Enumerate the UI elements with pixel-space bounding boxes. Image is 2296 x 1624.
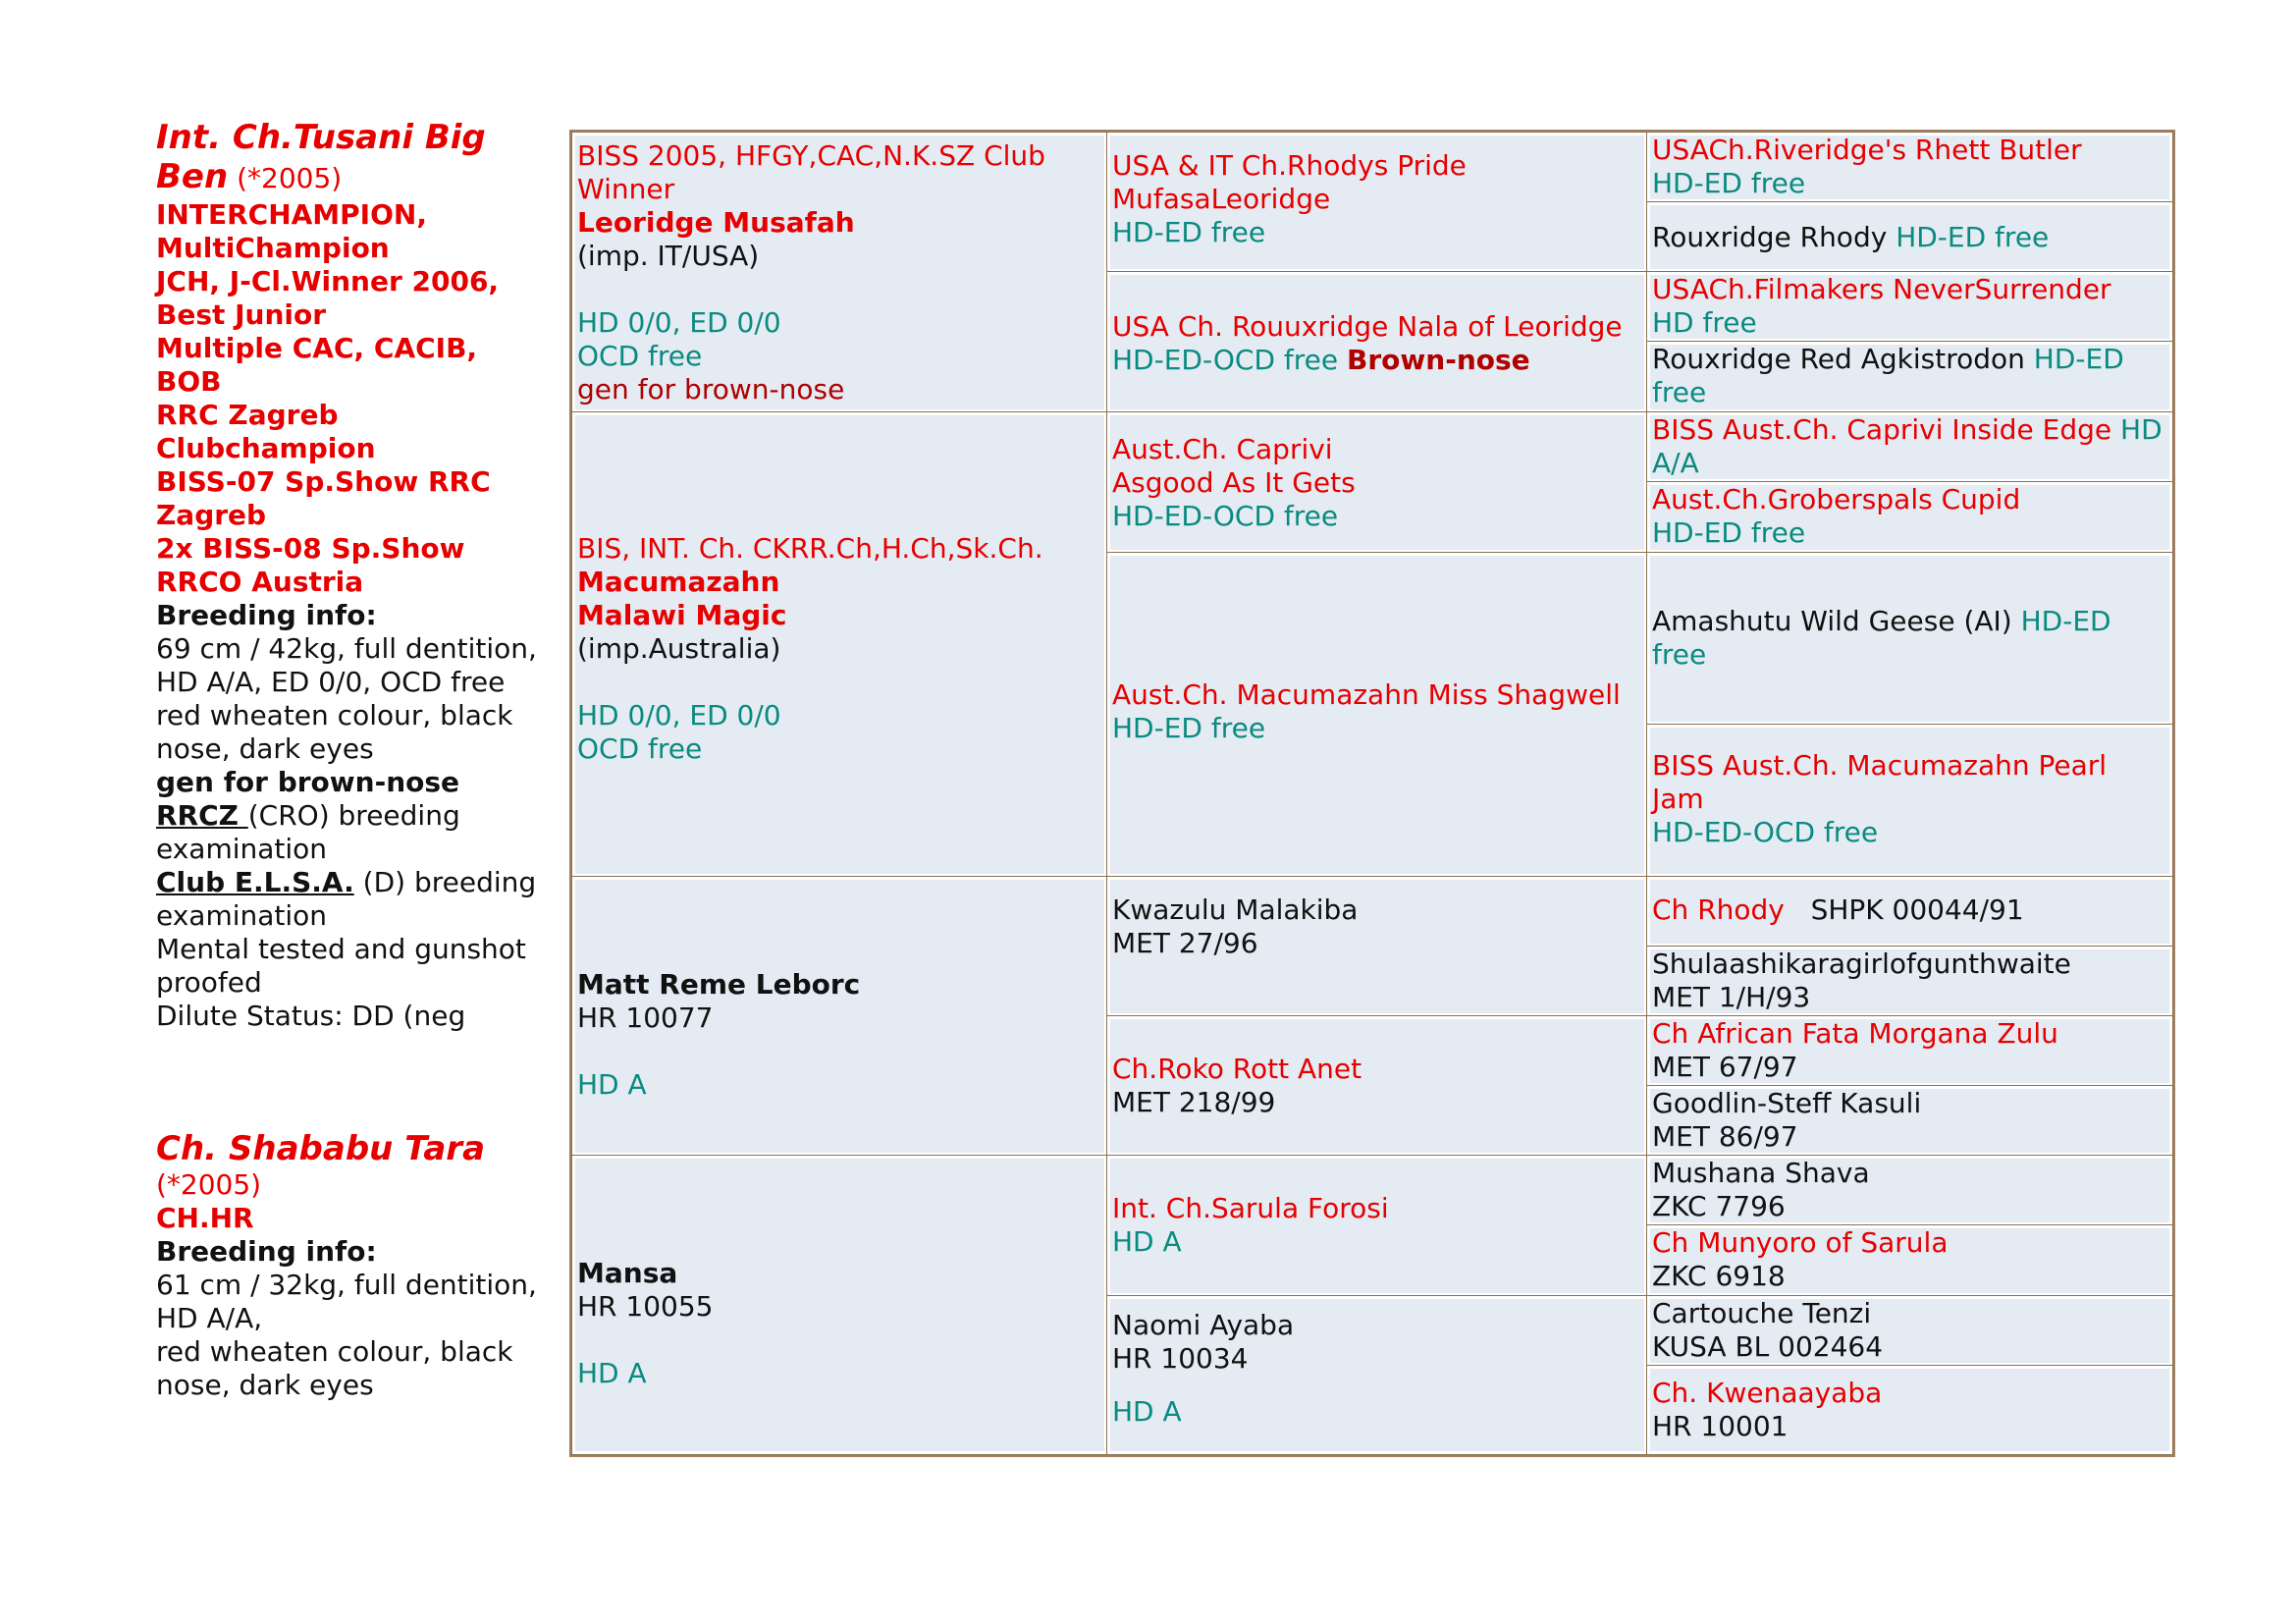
dog-name: Shulaashikaragirlofgunthwaite bbox=[1652, 947, 2071, 980]
sire-info-line: 69 cm / 42kg, full dentition, bbox=[156, 632, 537, 665]
health-result: HD-ED free bbox=[1112, 712, 1266, 744]
pedigree-cell bbox=[1107, 133, 1647, 272]
dog-name: Aust.Ch. Macumazahn Miss Shagwell bbox=[1112, 678, 1621, 711]
sire-title-line: BOB bbox=[156, 365, 222, 398]
pedigree-cell bbox=[1107, 272, 1647, 412]
sire-title-line: RRC Zagreb bbox=[156, 399, 339, 431]
pedigree-cell bbox=[1647, 1225, 2172, 1296]
sire-title: Int. Ch.Tusani Big bbox=[156, 118, 486, 157]
health-result: HD bbox=[2120, 413, 2163, 446]
health-result: HD-ED free bbox=[1652, 516, 1806, 549]
health-result: HD A bbox=[1112, 1395, 1182, 1428]
health-result: HD-ED free bbox=[1112, 216, 1266, 248]
dog-name: USACh.Filmakers NeverSurrender bbox=[1652, 273, 2111, 305]
pedigree-cell bbox=[1107, 1016, 1647, 1156]
sire-mental-line: proofed bbox=[156, 966, 262, 999]
dog-name: Mansa bbox=[577, 1257, 678, 1289]
dog-name: Amashutu Wild Geese (AI) bbox=[1652, 605, 2021, 637]
health-result: HD-ED free bbox=[1896, 221, 2050, 253]
cell-line: HR 10055 bbox=[577, 1290, 714, 1323]
cell-line: (imp.Australia) bbox=[577, 632, 781, 665]
sire-mental-line: Mental tested and gunshot bbox=[156, 933, 526, 965]
sire-mental-line: Dilute Status: DD (neg bbox=[156, 1000, 466, 1032]
rrcz-link: RRCZ bbox=[156, 799, 248, 832]
pedigree-cell bbox=[1647, 1086, 2172, 1156]
dam-breeding-label: Breeding info: bbox=[156, 1235, 377, 1268]
elsa-text: (D) breeding bbox=[353, 866, 537, 898]
dog-name: Matt Reme Leborc bbox=[577, 968, 861, 1001]
pedigree-cell bbox=[1107, 1156, 1647, 1296]
health-result: HD A bbox=[1112, 1225, 1182, 1258]
cell-line: MET 1/H/93 bbox=[1652, 981, 1811, 1013]
sire-title-line: 2x BISS-08 Sp.Show bbox=[156, 532, 465, 565]
dog-name: Jam bbox=[1652, 783, 1704, 815]
cell-line: MET 27/96 bbox=[1112, 927, 1258, 959]
dog-name: Ch Munyoro of Sarula bbox=[1652, 1226, 1949, 1259]
elsa-text-2: examination bbox=[156, 899, 328, 932]
dog-name: Ch.Roko Rott Anet bbox=[1112, 1053, 1362, 1085]
cell-line: ZKC 6918 bbox=[1652, 1260, 1786, 1292]
sire-info bbox=[156, 118, 549, 1033]
dam-title-line: CH.HR bbox=[156, 1202, 254, 1234]
pedigree-cell bbox=[1107, 412, 1647, 553]
dam-info-line: red wheaten colour, black bbox=[156, 1335, 513, 1368]
dam-info-line: HD A/A, bbox=[156, 1302, 263, 1334]
cell-line: MET 86/97 bbox=[1652, 1120, 1798, 1153]
health-result: HD-ED-OCD free bbox=[1112, 344, 1348, 376]
dog-name: Mushana Shava bbox=[1652, 1157, 1870, 1189]
dog-name: Leoridge Musafah bbox=[577, 206, 855, 239]
dog-name: Naomi Ayaba bbox=[1112, 1309, 1295, 1341]
dog-name: Int. Ch.Sarula Forosi bbox=[1112, 1192, 1389, 1224]
pedigree-cell bbox=[1647, 1366, 2172, 1454]
dog-name: USA & IT Ch.Rhodys Pride bbox=[1112, 149, 1467, 182]
dog-name: MufasaLeoridge bbox=[1112, 183, 1331, 215]
dog-name: Rouxridge Rhody bbox=[1652, 221, 1896, 253]
sire-info-line: HD A/A, ED 0/0, OCD free bbox=[156, 666, 506, 698]
pedigree-cell bbox=[1107, 1296, 1647, 1454]
dog-name: Kwazulu Malakiba bbox=[1112, 893, 1359, 926]
pedigree-cell bbox=[1647, 1016, 2172, 1086]
cell-line: Winner bbox=[577, 173, 675, 205]
health-result: HD 0/0, ED 0/0 bbox=[577, 699, 781, 731]
sire-breeding-label: Breeding info: bbox=[156, 599, 377, 631]
health-result: free bbox=[1652, 638, 1707, 671]
dog-name: USACh.Riveridge's Rhett Butler bbox=[1652, 134, 2082, 166]
sire-born: (*2005) bbox=[228, 162, 343, 194]
cell-line: Brown-nose bbox=[1347, 344, 1530, 376]
rrcz-text: (CRO) breeding bbox=[247, 799, 460, 832]
dog-name: BISS Aust.Ch. Caprivi Inside Edge bbox=[1652, 413, 2121, 446]
health-result: HD 0/0, ED 0/0 bbox=[577, 306, 781, 339]
sire-title-2: Ben bbox=[156, 157, 229, 196]
sire-title-line: INTERCHAMPION, bbox=[156, 198, 427, 231]
cell-line: HR 10034 bbox=[1112, 1342, 1249, 1375]
sire-title-line: Clubchampion bbox=[156, 432, 376, 464]
dog-name: BISS Aust.Ch. Macumazahn Pearl bbox=[1652, 749, 2108, 782]
health-result: OCD free bbox=[577, 340, 703, 372]
dog-name: USA Ch. Rouuxridge Nala of Leoridge bbox=[1112, 310, 1623, 343]
health-result: HD A bbox=[577, 1357, 647, 1389]
sire-title-line: Best Junior bbox=[156, 298, 327, 331]
cell-line: SHPK 00044/91 bbox=[1784, 893, 2024, 926]
health-result: HD free bbox=[1652, 306, 1757, 339]
pedigree-cell bbox=[1647, 553, 2172, 725]
cell-line: BISS 2005, HFGY,CAC,N.K.SZ Club bbox=[577, 139, 1045, 172]
cell-line: HR 10001 bbox=[1652, 1410, 1789, 1442]
health-result: HD A bbox=[577, 1068, 647, 1101]
pedigree-cell bbox=[1647, 947, 2172, 1016]
pedigree-cell bbox=[1107, 877, 1647, 1016]
dog-name: Aust.Ch. Caprivi bbox=[1112, 433, 1333, 465]
cell-line: (imp. IT/USA) bbox=[577, 240, 760, 272]
dog-name: Malawi Magic bbox=[577, 599, 787, 631]
health-result: HD-ED free bbox=[1652, 167, 1806, 199]
pedigree-cell bbox=[572, 412, 1107, 877]
dog-name: Ch Rhody bbox=[1652, 893, 1785, 926]
pedigree-cell bbox=[1107, 553, 1647, 877]
sire-gen: gen for brown-nose bbox=[156, 766, 460, 798]
health-result: HD-ED bbox=[2020, 605, 2111, 637]
health-result: HD-ED bbox=[2033, 343, 2124, 375]
pedigree-cell bbox=[572, 877, 1107, 1156]
sire-title-line: Multiple CAC, CACIB, bbox=[156, 332, 478, 364]
cell-line: BIS, INT. Ch. CKRR.Ch,H.Ch,Sk.Ch. bbox=[577, 532, 1043, 565]
pedigree-cell bbox=[572, 1156, 1107, 1454]
rrcz-text-2: examination bbox=[156, 833, 328, 865]
cell-line: KUSA BL 002464 bbox=[1652, 1330, 1884, 1363]
dog-name: Cartouche Tenzi bbox=[1652, 1297, 1872, 1329]
sire-info-line: nose, dark eyes bbox=[156, 732, 374, 765]
cell-line: ZKC 7796 bbox=[1652, 1190, 1786, 1222]
pedigree-cell bbox=[1647, 725, 2172, 877]
dam-born: (*2005) bbox=[156, 1168, 262, 1201]
cell-line: MET 218/99 bbox=[1112, 1086, 1276, 1118]
cell-line: gen for brown-nose bbox=[577, 373, 845, 406]
health-result: HD-ED-OCD free bbox=[1112, 500, 1339, 532]
pedigree-cell bbox=[1647, 202, 2172, 272]
pedigree-cell bbox=[572, 133, 1107, 412]
dam-info-line: 61 cm / 32kg, full dentition, bbox=[156, 1269, 537, 1301]
pedigree-table bbox=[569, 130, 2175, 1457]
sire-info-line: red wheaten colour, black bbox=[156, 699, 513, 731]
sire-title-line: MultiChampion bbox=[156, 232, 390, 264]
dog-name: Aust.Ch.Groberspals Cupid bbox=[1652, 483, 2021, 515]
pedigree-cell bbox=[1647, 412, 2172, 482]
pedigree-cell bbox=[1647, 133, 2172, 202]
dog-name: Asgood As It Gets bbox=[1112, 466, 1356, 499]
health-result: A/A bbox=[1652, 447, 1699, 479]
health-result: free bbox=[1652, 376, 1707, 408]
dog-name: Macumazahn bbox=[577, 566, 780, 598]
sire-title-line: Zagreb bbox=[156, 499, 267, 531]
sire-title-line: JCH, J-Cl.Winner 2006, bbox=[156, 265, 500, 298]
health-result: HD-ED-OCD free bbox=[1652, 816, 1879, 848]
pedigree-cell bbox=[1647, 1156, 2172, 1225]
dog-name: Rouxridge Red Agkistrodon bbox=[1652, 343, 2034, 375]
dam-title: Ch. Shababu Tara bbox=[156, 1129, 486, 1168]
cell-line: MET 67/97 bbox=[1652, 1051, 1798, 1083]
health-result: OCD free bbox=[577, 732, 703, 765]
elsa-link: Club E.L.S.A. bbox=[156, 866, 354, 898]
dam-info bbox=[156, 1129, 549, 1402]
pedigree-cell bbox=[1647, 877, 2172, 947]
dog-name: Ch. Kwenaayaba bbox=[1652, 1377, 1883, 1409]
pedigree-cell bbox=[1647, 482, 2172, 553]
dog-name: Goodlin-Steff Kasuli bbox=[1652, 1087, 1922, 1119]
pedigree-cell bbox=[1647, 1296, 2172, 1366]
pedigree-cell bbox=[1647, 342, 2172, 412]
cell-line: HR 10077 bbox=[577, 1001, 714, 1034]
pedigree-cell bbox=[1647, 272, 2172, 342]
dam-info-line: nose, dark eyes bbox=[156, 1369, 374, 1401]
sire-title-line: RRCO Austria bbox=[156, 566, 364, 598]
dog-name: Ch African Fata Morgana Zulu bbox=[1652, 1017, 2058, 1050]
sire-title-line: BISS-07 Sp.Show RRC bbox=[156, 465, 491, 498]
